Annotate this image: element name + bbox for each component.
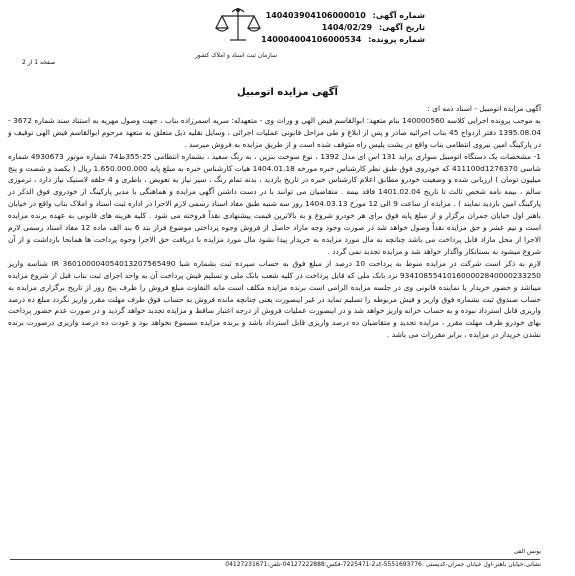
case-number: 140004004106000534 [261, 35, 362, 44]
body-paragraph-1: به موجب پرونده اجرایی کلاسه 140000560 بنام متعهد: ابوالقاسم فیض الهی و وراث وی - متعهدله: سریه اسمرزاده بناب ، جهت وصول مهریه به استناد سند شماره 3672 - 1395.08.04 دفتر ازدواج 45 بناب اجرائیه صادر و پس از ابلاغ و طی مراحل قانونی عملیات اجرائی ، وسایل نقلیه ذیل متعلق به متعهد مرحوم ابوالقاسم فیض الهی توقیف و در پارکینگ امین نیروی انتظامی بناب واقع در پشت پلیس راه متوقف شده است و از طریق مزایده به فروش میرسد . [8, 115, 541, 149]
notice-number-row [261, 10, 425, 22]
body-paragraph-3: لازم به ذکر است شرکت در مزایده منوط به پرداخت 10 درصد از مبلغ فوق به حساب سپرده ثبت بشماره شبا IR 360100004054013207565490 شناسه واریز 934108554101600002840000233250 نزد بانک ملی که قابل پرداخت در کلیه شعب بانک ملی و تسلیم فیش پرداخت آن به واحد اجرای ثبت بناب قبل از شروع مزایده میباشد و حضور خریدار یا نماینده قانونی وی در جلسه مزایده الزامی است برنده مزایده مکلف است مابه التفاوت مبلغ فروش را ظرف پنج روز از تاریخ برگزاری مزایده به حساب صندوق ثبت بشماره فوق واریز و فیش مربوطه را تسلیم نماید در غیر اینصورت یعنی چنانچه مانده فروش به حساب فوق ظرف مهلت مقرر واریز نگردد مبلغ ده درصد واریزی قابل استرداد نبوده و به حساب خزانه واریز خواهد شد و در اینصورت عملیات فروش از درجه اعتبار ساقط و مزایده تجدید خواهد گردید و در صورت عدم حضور پرداخت بهای خودرو ظرف مهلت مقرر ، مزایده تجدید و متقاضیان ده درصد واریزی قابل استرداد باشد و برنده مزایده مسموع نخواهد بود و عودت ده درصد واریزی درصورت برنده نشدن خریدار در مزایده ، برابر مقررات می باشد . [8, 258, 541, 340]
signatory-name: یونس الفی [513, 548, 541, 555]
body-intro: آگهی مزایده اتومبیل - اسناد ذمه ای : [427, 104, 541, 113]
notice-date-label: تاریخ آگهی: [378, 23, 425, 32]
page-indicator: صفحه 1 از 2 [22, 59, 56, 66]
footer-divider [10, 559, 540, 560]
body-paragraph-2: 1- مشخصات یک دستگاه اتومبیل سواری پراید 131 اس ای مدل 1392 ، نوع سوخت بنزین ، به رنگ سفید ، بشماره انتظامی 25-355ط74 شماره موتور 4930673 شماره شاسی 411100d1276370 که خودروی فوق طبق نظر کارشناس خبره مورخه 1404.01.18 هیات کارشناس خبره به مبلغ پایه 1.650.000.000 ریال ( یکصد و شصت و پنج میلیون تومان ) ارزیابی شده و وضعیت خودرو مطابق اعلام کارشناس خبره در تاریخ بازدید ، بدنه تمام رنگ ، سپر نیاز به تعویض ، باطری و 4 حلقه لاستیک نیاز دارد ، ترموزی سالم ، بیمه نامه شخص ثالث تا تاریخ 1401.02.04 فاقد بیمه . متقاضیان می توانند با در دست داشتن آگهی مزایده و هماهنگی با مدیر پارکینگ از خودروی فوق الذکر در پارکینگ امین بازدید نمایند ) . مزایده از ساعت 9 الی 12 مورخ 1404.03.13 روز سه شنبه طبق مفاد اسناد رسمی لازم الاجرا در اداره ثبت اسناد و املاک بناب واقع در خیابان باهنر اول خیابان جمران برگزار و از مبلغ پایه فوق برای هر خودرو شروع و به بالاترین قیمت پیشنهادی نقداً فروخته می شود . کلیه هزینه های قانونی به عهده برنده مزایده است و نیم عشر و حق مزایده نقداً وصول خواهد شد در صورت وجود وجه مازاد حاصل از فروش وجوه پرداختی موضوع فراز بند 6 بند الف ماده 12 مفاد اسناد رسمی لازم الاجرا از محل مازاد قابل پرداخت می باشد چنانچه به مال مورد مزایده به خریدار پیدا نشود مال مورد مزایده با دریافت حق الاجرا وجوه پرداخت ها همانجا بازداشت و از آن شروع میشود به بستانکار واگذار خواهد شد و مزایده تجدید نمی گردد . [8, 151, 542, 256]
notice-body [8, 103, 541, 341]
organization-name: سازمان ثبت اسناد و املاک کشور [194, 52, 278, 59]
notice-number: 140403904106000010 [265, 11, 366, 20]
notice-date: 1404/02/29 [321, 23, 373, 32]
case-number-row [261, 34, 425, 46]
notice-meta [261, 10, 425, 46]
notice-number-label: شماره آگهی: [372, 11, 425, 20]
footer-address: نشانی:خیابان باهنر-اول خیابان جمران-کدپستی :5551693776-کد2-7225471-فکس:04127222888-تلفن:04127231671 [225, 561, 541, 568]
case-number-label: شماره پرونده: [368, 35, 425, 44]
judiciary-emblem-icon [212, 6, 264, 46]
signature-block [513, 548, 541, 555]
notice-date-row [261, 22, 425, 34]
document-title: آگهی مزایده اتومبیل [237, 87, 338, 98]
